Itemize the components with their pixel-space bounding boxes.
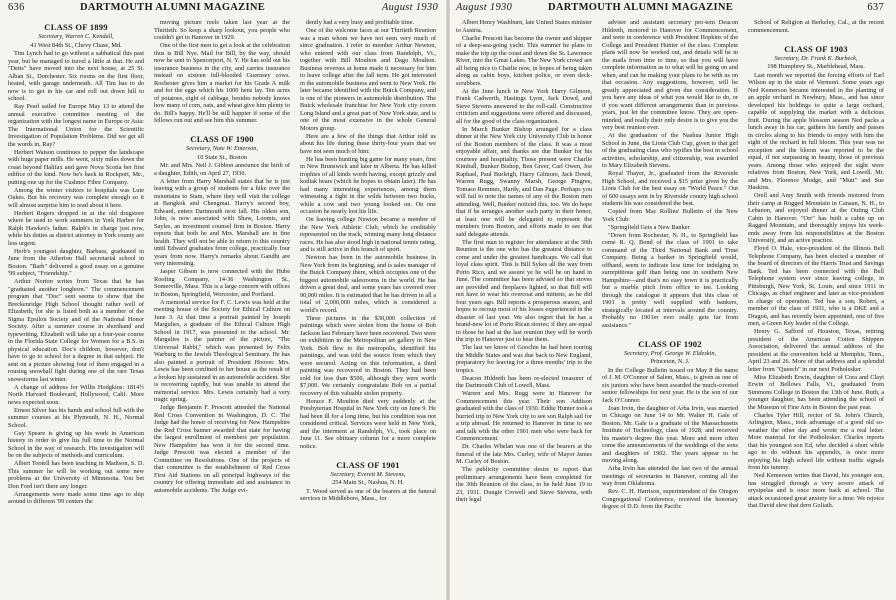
paragraph: Herbert Rogers dropped in at the old drugstore where he used to work summers in York Harbor for Ralph Hawkes's father. Ralph's in charge just now, while his duties as district attorney in York county are less urgent. bbox=[8, 209, 144, 247]
column-2 bbox=[154, 19, 290, 599]
paragraph: Newton has been in the automobile business in New York from its beginning, and is sales manager of the Buick Company there, which occupies one of the biggest automobile salesrooms in the world. He has driven a great deal, and some years has covered over 90,000 miles. It is estimated that he has driven in all a total of 2,000,000 miles, which is considered a world's record. bbox=[300, 254, 436, 314]
address-line: 254 Main St., Nashua, N. H. bbox=[332, 479, 404, 486]
paragraph: Guy Speare is giving up his work in American history in order to give his full time to the Normal School in the way of research. His investigation will be on the subjects of methods and curriculum. bbox=[8, 429, 144, 459]
paragraph: The first man to register for attendance at the 30th Reunion is the one who has the greatest distance to come and under the greatest handicaps. We call that loyal class spirit. This is Bill Sykes all the way from Porto Rico, and we assure ye he will be on hand in June. The committee has been advised so that stoves are provided and fireplaces lighted, so that Bill will not have to wear his overcoat and mittens, as he did four years ago. Bill reports a prosperous season, and hopes to recoup most of his losses experienced in the disaster of last year. We also regret that he has a brand-new lot of Porto Rican stories; if they are equal to those he had at the last reunion they will be worth the trip to Hanover just to hear them. bbox=[456, 238, 592, 343]
paragraph: "Springfield Gets a New Banker bbox=[608, 223, 690, 231]
paragraph: adviser and assistant secretary pro-tem Deacon Hildreth, motored to Hanover for Commencement, and were in conference with President Hopkins of the College and President Hunter of the class. Complete plans will now be worked out, and details will be in the mails from time to time, so that you will have complete information as to what will be going on and when, and can be making your plans to be with us on that occasion. Any suggestions, however, will be greatly appreciated and given due consideration. If you have any ideas of what you would like to do, or if you want different arrangements than in previous years, just let the committee know. They are open-minded, and really their only desire is to give you the very best reunion ever. bbox=[602, 19, 738, 131]
paragraph: Three pictures in the $30,000 collection of paintings which were stolen from the home of Bob Jackson last February have been recovered. Two were on exhibition in the Metropolitan art gallery in New York. Bob flew to the metropolis, identified his paintings, and was told the source from which they were secured. Acting on this information, a third painting was recovered in Boston. They had been sold for less than $500, although they were worth $7,000. We certainly congratulate Bob on a partial recovery of this valuable stolen property. bbox=[300, 314, 436, 397]
column-6 bbox=[748, 19, 884, 599]
paragraph: Herb's youngest daughter, Barbara, graduated in June from the Atherton Hall secretarial school in Boston. "Barb" delivered a good essay on a genuine '99 subject, "Friendship." bbox=[8, 247, 144, 277]
paragraph: "Down from Rochester, N. H., to Springfield has come R. Q. Bond of the class of 1901 to take command of the Third National Bank and Trust Company. Being a banker in Springfield would, offhand, seem to indicate less time for indulging in surreptitious golf than being one in southern New Hampshire—and that's no easy town it is practically but a marble pitch from office to tee. Looking through the catalogue it appears that this class of 1901 is pretty well supplied with bankers, strategically located at intervals around the country. Probably no 1901er ever really gets far from assistance." bbox=[602, 231, 738, 329]
class-heading: CLASS OF 1900 bbox=[190, 134, 254, 144]
paragraph: Henry G. Safford of Houston, Texas, retiring president of the American Cotton Shippers Association, delivered the annual address of the president at the convention held at Memphis, Tenn., April 23 and 26. More of that address and a splendid letter from "Queech" in our next Potholesker. bbox=[748, 328, 884, 373]
paragraph: Herbert Watson continues to pepper the landscape with huge paper mills. He went, sixty miles down the coast beyond Halifax and gave Nova Scotia her first edifice of the kind. Now he's back in Rockport, Me., putting one up for the Cushnoc Fibre Company. bbox=[8, 148, 144, 186]
address-line: 41 West 84th St., Chevy Chase, Md. bbox=[30, 41, 122, 49]
paragraph: A letter from Harry Marshall states that he is just leaving with a group of students for a hike over the mountains to Siam, where they will visit the college at Bangkok and Chengmai. Harry's second boy, Edward, enters Dartmouth next fall. His oldest son, John, is now associated with Shaw, Loomis, and Sayles, an investment counsel firm in Boston. Harry reports that both he and Mrs. Marshall are in fine health. They will not be able to return to this country until Edward graduates from college, practically four years from now. Harry's remarks about Gandhi are very interesting. bbox=[154, 177, 290, 267]
paragraph: School of Religion at Berkeley, Cal., at the recent commencement. bbox=[748, 19, 884, 34]
magazine-title: DARTMOUTH ALUMNI MAGAZINE bbox=[80, 2, 266, 13]
paragraph: Warren and Mrs. Rugg were in Hanover for Commencement this year. Their son Addison graduated with the class of 1930. Eddie Hunter took a hurried trip to New York city to see son Ralph sail for a trip abroad. He returned to Hanover in time to see and talk with the other 1901 men who were back for Commencement. bbox=[456, 390, 592, 442]
paragraph: Charles Tyler Hill, rector of St. John's Church, Arlington, Mass., took advantage of a good old so-weather the other day and wrote me a real letter. More material for the Potholesker. Charles reports that his youngest son Ed, who decided a short while ago to do without his appendix, is once more enjoying his high school life without traffic signals from his tummy. bbox=[748, 411, 884, 471]
secretary-line: Secretary, Warren C. Kendall, bbox=[38, 33, 114, 40]
paragraph: Arrangements were made some time ago to ship around to different '99 centers the bbox=[8, 490, 144, 505]
class-heading: CLASS OF 1902 bbox=[638, 338, 702, 349]
magazine-title: DARTMOUTH ALUMNI MAGAZINE bbox=[548, 2, 734, 13]
address-line: 10 State St., Boston bbox=[197, 153, 247, 161]
page-number: 637 bbox=[867, 2, 884, 13]
paragraph: Charlie Prescott has become the owner and skipper of a deep-sea-going yacht. This summer he plans to make the trip up the coast and down the St. Lawrence River, into the Great Lakes. The New York crowd are all being nice to Charlie now, in hopes of being taken along as cabin boys, kitchen police, or even deck-scrubbers. bbox=[456, 34, 592, 87]
column-5 bbox=[602, 19, 738, 599]
paragraph: T. Wood served as one of the bearers at the funeral services in Middleboro, Mass., for bbox=[300, 487, 436, 502]
paragraph: Last month we reported the forcing efforts of Earl Wilson up in the state of Vermont. Some years ago Ned Kemerson became interested in the planting of an apple orchard in Newbury, Mass., and has since developed his holdings to quite a large orchard, capable of supplying the market with a delicious fruit. During the apple blossom season Ned packs a lunch away in his car, gathers his family and passes in circles along to his friends to enjoy with him the sight of the orchard in full bloom. This year was no exception and the bloom was reported to be the equal, if not surpassing in beauty, those of previous years. Among those who enjoyed the sight were relatives from Boston, New York, and Lowell. Mr. and Mrs. Florence Mudge, and "Mutt" and Sue Haskins. bbox=[748, 71, 884, 191]
page-header-left bbox=[8, 2, 438, 16]
paragraph: A change of address for Willis Hodgkins: 1814½ North Harvard Boulevard, Hollywood, Calif. More news expected soon. bbox=[8, 383, 144, 406]
class-heading: CLASS OF 1901 bbox=[336, 459, 400, 470]
paragraph: dently had a very busy and profitable time. bbox=[306, 19, 415, 26]
paragraph: One of the welcome faces at our Thirtieth Reunion was a man whom we have not seen very much of since graduation. I refer to member Arthur Newton, who entered with our class from Randolph, Vt., together with Bill Moulton and Dago Moulton. Business reverses at home made it necessary for him to leave college after the fall term. He got interested in the automobile business and went to New York. He later became identified with the Buick Company, and is one of the pioneers in automobile distribution. The Buick wholesale franchise for New York city covers Long Island and a great part of New York state, and is one of the most extensive in the whole General Motors group. bbox=[300, 27, 436, 132]
class-heading: CLASS OF 1903 bbox=[784, 43, 848, 54]
paragraph: Among the winter visitors to hospitals was Lute Oakes. But his recovery was complete enough so it will almost surprise him to read about it here. bbox=[8, 186, 144, 209]
paragraph: Horace F. Moulton died very suddenly at the Presbyterian Hospital in New York city on June 9. He had been ill for a long time, but his condition was not considered critical. Services were held in New York, and the interment at Randolph, Vt., took place on June 11. See obituary column for a more complete notice. bbox=[300, 397, 436, 450]
secretary-line: Secretary, Dr. Frank K. Burbeck, bbox=[774, 54, 858, 62]
paragraph: At the graduation of the Nashua Junior High School in June, the Lions Club Cup, given to that girl of the graduating class who typifies the best in school activities, scholarship, and citizenship, was awarded to Mary Elizabeth Stevens. bbox=[602, 132, 738, 169]
secretary-line: Secretary, Everett M. Stevens, bbox=[330, 470, 406, 478]
paragraph: Ned Kemerson writes that David, his younger son, has struggled through a very severe attack of erysipelas and is once more back at school. The attack occasioned great anxiety for a time. We rejoice that David slew that dern Goliath. bbox=[748, 472, 884, 509]
paragraph: Albert Tootell has been teaching in Madison, S. D. This summer he will be working out some new problems at the University of Minnesota. You bet Don Ford isn't there any longer. bbox=[8, 460, 144, 490]
paragraph: Arthur Norton writes from Texas that he has "graduated another longhorn." The commencement program that "Doc" sent seems to show that the Breckenridge High School thought rather well of Elizabeth, for she is listed both as a member of the Sigma Epsilon Society and of the National Honor Society. After a summer course in shorthand and typewriting, Elizabeth will take up a four-year course in the Florida State College for Women for a B.S. in physical education. Doc's children, however, don't have to go to school for a degree in that subject. He sent on a picture showing four of them engaged in a rousing snowball fight during one of the rare Texas snowstorms last winter. bbox=[8, 278, 144, 383]
paragraph: Arba Irvin has attended the last two of the annual meetings of secretaries in Hanover, coming all the way from Oklahoma. bbox=[602, 465, 738, 487]
paragraph: He has been hunting big game for many years, first in New Brunswick and later in Alberta. He has killed trophies of all kinds worth having, except grizzly and kodiak bears (which he hopes to obtain later). He has had many interesting experiences, among them witnessing a fight in the wilds between two bucks, while a cow and two young looked on. On one occasion he nearly lost his life. bbox=[300, 155, 436, 215]
paragraph: In the College Bulletin issued on May 8 the name of J. M. O'Connor of Salem, Mass., is given as one of six juniors who have been awarded the much-coveted senior fellowships for next year. He is the son of our Jack O'Connor. bbox=[602, 366, 738, 404]
paragraph: One of the first men to get a look at the celebration thus is Bill Nye. Mail for Bill, by the way, should now be sent to Spencerport, N. Y. He has sold out his insurance business in the city, and carries insurance instead on sixteen full-blooded Guernsey cows. Rochester gives him a market for his Grade A milk and for the eggs which his 1000 hens lay. Ten acres of potatoes, eight of cabbage, besides nobody knows how many of corn, oats, and wheat give him plenty to do. Bill's happy. He'll be still happier if some of the fellows run out and see him this summer. bbox=[154, 42, 290, 124]
issue-date: August 1930 bbox=[456, 2, 513, 13]
paragraph: The publicity committee desire to report that preliminary arrangements have been completed for the 30th Reunion of the class, to be held June 19 to 23, 1931. Dungie Crowell and Steve Stevens, with their legal bbox=[456, 466, 592, 503]
secretary-line: Secretary, Prof. George W. Eldeskin, bbox=[623, 349, 717, 357]
paragraph: Rev. C. H. Harrison, superintendent of the Oregon Congregational Conference, received the honorary degree of D.D. from the Pacific bbox=[602, 488, 738, 510]
paragraph: Ray Pearl sailed for Europe May 13 to attend the annual executive committee meeting of the organization with the longest name in Europe or Asia: The International Union for the Scientific Investigation of Population Problems. Did we get all the words in, Ray? bbox=[8, 103, 144, 148]
paragraph: Ernest Silver has his hands and school full with the summer courses at his Plymouth, N. H., Normal School. bbox=[8, 406, 144, 429]
column-4 bbox=[456, 19, 592, 599]
paragraph: Mr. and Mrs. Neil J. Gibbon announce the birth of a daughter, Edith, on April 27, 1930. bbox=[154, 162, 290, 177]
paragraph: On leaving college Newton became a member of the New York Athletic Club, which he creditably represented on the track, winning many long distance races. He has also stood high in national tennis rating, and is still active in this branch of sport. bbox=[300, 216, 436, 253]
paragraph: Judge Benjamin F. Prescott attended the National Red Cross Convention in Washington, D. C. The Judge had the honor of receiving for New Hampshire the Red Cross banner awarded that state for having the largest enrollment of members per population. New Hampshire has won it for the second time. Judge Prescott was elected a member of the Committee on Resolutions. One of the projects of that committee is the establishment of Red Cross First Aid Stations on all principal highways of the country for offering immediate aid and assistance in automobile accidents. The Judge evi- bbox=[154, 404, 290, 494]
paragraph: Tim Lynch had to go without a sabbatical this past year, but he managed to travel a little at that. He and "Detts" have moved into the next house, at 25 St. Alban St., Dorchester. Six rooms on the first floor, heated, with garage underneath. All Tim has to do now is to get in his car and roll out down hill to school. bbox=[8, 50, 144, 102]
paragraph: Joan Irvin, the daughter of Arba Irvin, was married in Chicago on June 14 to Mr. Walter H. Gale of Boston. Mr. Gale is a graduate of the Massachusetts Institute of Technology, class of 1928, and received his master's degree this year. More and more often come the announcements of the weddings of the sons and daughters of 1902. The years appear to be moving along. bbox=[602, 404, 738, 464]
paragraph: Orell and Amy Smith with friends motored from their camp at Rugged Mountain in Canaan, N. H., to Lebanon, and enjoyed dinner at the Outing Club Cabin in Hanover. "Orr" has built a cabin up on Ragged Mountain, and thoroughly enjoys his week-ends away from his responsibilities at the Boston University, and an active practice. bbox=[748, 192, 884, 244]
paragraph: Royal Thayer, Jr., graduated from the Riverside High School, and received a $15 prize given by the Lions Club for the best essay on "World Peace." Out of 600 essays sent in by Riverside county high school students his was considered the best. bbox=[602, 170, 738, 207]
page-header-right bbox=[456, 2, 884, 16]
paragraph: Jasper Gibson is now connected with the Hube Roofing Company, 14-36 Washington St., Somerville, Mass. This is a large concern with offices in Boston, Springfield, Worcester, and Portland. bbox=[154, 268, 290, 298]
paragraph: The last we know of Goochie he had been touring the Middle States and was due back to New England, preparatory for leaving for a three months' trip to the tropics. bbox=[456, 344, 592, 374]
column-3 bbox=[300, 19, 436, 599]
paragraph: At the June lunch in New York Harry Gilmore, Frank Cadwerth, Hastings Lyon, Jack Dowd, and Steve Stevens answered to the roll-call. Constructive criticism and suggestions were offered and discussed, all for the good of the class organization. bbox=[456, 87, 592, 125]
paragraph: Deacon Hildreth has been re-elected treasurer of the Dartmouth Club of Lowell, Mass. bbox=[456, 374, 592, 389]
paragraph: Dr. Charles Whelan was one of the bearers at the funeral of the late Mrs. Curley, wife of Mayor James M. Curley of Boston. bbox=[456, 443, 592, 465]
paragraph: Copied from Mac Rollins' Bulletin of the New York Club: bbox=[602, 208, 738, 223]
column-1 bbox=[8, 19, 144, 599]
address-line: Princeton, N. J. bbox=[650, 358, 690, 365]
paragraph: In March Bunker Bishop arranged for a class dinner at the New York city University Club in honor of the Boston members of the class. It was a most enjoyable affair, and thanks are due Bunker for his courtesy and hospitality. Those present were Charlie Kimball, Bunker Bishop, Ben Greer, Carl Owen, Joe Raphael, Paul Burleigh, Harry Gilmore, Jack Dowd, Warren Rugg, Swanny Marsh, George Pingree, Tomaso Remmes, Hardy, and Dan Page. Perhaps you will fail to note the names of any of the Boston men attending. Well, Bunker noticed this, too. We do hope that if he arranges another such party in their honor, at least one will be delegated to represent the members from Boston, and efforts made to see that said delegate attends. bbox=[456, 125, 592, 238]
page-number: 636 bbox=[8, 2, 25, 13]
paragraph: moving picture reels taken last year at the Thirtieth. So keep a sharp lookout, you people who couldn't get to Hanover in 1929. bbox=[154, 19, 290, 41]
address-line: 198 Humphrey St., Marblehead, Mass. bbox=[767, 63, 865, 70]
paragraph: Miss Elizabeth Erwin, daughter of Cora and Clayt Erwin of Bellows Falls, Vt., graduated from Simmons College in Boston the 13th of June. Ruth, a younger daughter, has been attending the school of the Museum of Fine Arts in Boston the past year. bbox=[748, 373, 884, 411]
paragraph: Here are a few of the things that Arthur told us about his life during these thirty-four years that we have not seen much of him: bbox=[300, 132, 436, 155]
right-page bbox=[448, 0, 896, 600]
paragraph: Floyd O. Hale, vice-president of the Illinois Bell Telephone Company, has been elected a member of the board of directors of the Harris Trust and Savings Bank. Ted has been connected with the Bell Telephone system ever since leaving college, in Pittsburgh, New York, St. Louis, and since 1911 in Chicago, as chief engineer and later as vice-president in charge of operation. Ted has a son, Robert, a member of the class of 1931, who is a DKE and a Dragon, and has recently been appointed, one of five men, a Green Key leader of the College. bbox=[748, 245, 884, 327]
paragraph: Albert Henry Washburn, late United States minister to Austria. bbox=[456, 19, 592, 34]
paragraph: A memorial service for F. C. Lewis was held at the meeting house of the Society for Ethical Culture on June 3. At that time a portrait painted by Joseph Margulies, a graduate of the Ethical Culture High School in 1917, was presented to the school. Mr. Margulies is the painter of the picture, "The Universal Rabbi," which was presented by Felix Warburg to the Jewish Theological Seminary. He has also painted a portrait of President Hoover. Mrs. Lewis has been confined to her house as the result of a broken hip sustained in an automobile accident. She is recovering rapidly, but was unable to attend the memorial service. Mrs. Lewis certainly had a very tragic spring. bbox=[154, 298, 290, 403]
issue-date: August 1930 bbox=[381, 2, 438, 13]
secretary-line: Secretary, Nate W. Emerson, bbox=[186, 145, 258, 152]
class-heading: CLASS OF 1899 bbox=[44, 22, 108, 32]
